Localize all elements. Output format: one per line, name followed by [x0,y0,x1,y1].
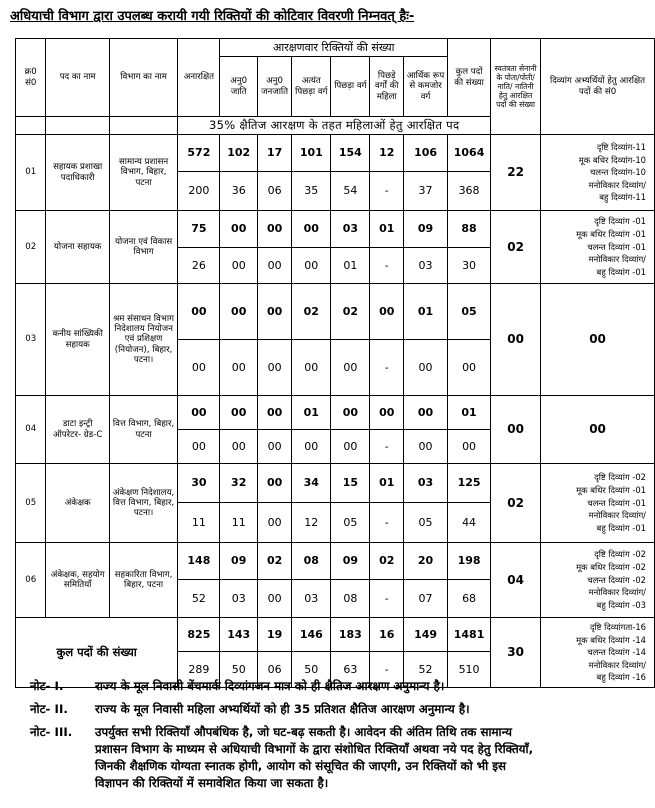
divyang-line: चलन्त दिव्यांग -01 [587,241,646,252]
cell-count-women: 54 [331,172,370,211]
cell-count-women: 03 [404,248,448,284]
header-ews: आर्थिक रूप से कमजोर वर्ग [404,57,448,117]
cell-count-top: 125 [448,464,491,503]
cell-freedom-fighter: 00 [491,396,541,464]
cell-count-women: 00 [257,580,291,618]
cell-count-women: 00 [404,340,448,396]
cell-count-top: 15 [331,464,370,503]
cell-divyang [541,396,655,464]
cell-count-top: 02 [257,543,291,580]
cell-divyang [541,464,655,543]
cell-divyang [541,618,655,688]
cell-count-top: 17 [257,135,291,172]
cell-count-top: 16 [370,618,404,652]
cell-count-women: 00 [292,430,331,464]
cell-divyang [541,543,655,618]
divyang-line: मूक बधिर दिव्यांग -02 [576,562,646,573]
divyang-line: दृष्टि दिव्यांग -02 [594,472,646,483]
cell-count-top: 01 [370,211,404,248]
divyang-line: बहु दिव्यांग -16 [596,672,646,683]
table-row [16,464,655,503]
cell-count-top: 143 [220,618,257,652]
cell-count-top: 01 [404,284,448,340]
vacancy-table [15,38,655,688]
cell-dept: श्रम संसाधन विभाग निदेशालय नियोजन एवं प्रशिक्षण (नियोजन), बिहार, पटना। [109,284,177,396]
cell-count-top: 154 [331,135,370,172]
cell-count-top: 34 [292,464,331,503]
cell-count-top: 09 [220,543,257,580]
total-label: कुल पदों की संख्या [16,618,178,688]
women-reservation-note: 35% क्षैतिज आरक्षण के तहत महिलाओं हेतु आरक्षित पद [178,117,491,135]
header-st: अनु0 जनजाति [257,57,291,117]
cell-count-women: 00 [292,248,331,284]
cell-count-women: 00 [220,430,257,464]
cell-count-women: 11 [220,503,257,543]
divyang-line: दृष्टि दिव्यांग-11 [596,141,646,152]
cell-count-top: 32 [220,464,257,503]
divyang-line: बहु दिव्यांग -01 [596,266,646,277]
table-row [16,135,655,172]
cell-count-women: 00 [178,340,220,396]
divyang-line: बहु दिव्यांग-11 [599,192,646,203]
cell-count-women: 52 [404,652,448,688]
note-line: राज्य के मूल निवासी बेंचमार्क दिव्यांगजन मात्र को ही क्षैतिज आरक्षण अनुमान्य है। [95,679,445,693]
cell-count-women: 63 [331,652,370,688]
notes-section [30,678,645,799]
note-line: उपर्युक्त सभी रिक्तियाँ औपबंधिक है, जो घट-बढ़ सकती है। आवेदन की अंतिम तिथि तक सामान्य [95,725,512,740]
cell-count-women: 368 [448,172,491,211]
cell-count-women: 00 [220,340,257,396]
cell-count-women: 200 [178,172,220,211]
header-freedom-fighter: स्वतंत्रता सेनानी के पोता/पोती/ नाति/ नातिनी हेतु आरक्षित पदों की संख्या [491,39,541,135]
cell-post: योजना सहायक [46,211,109,284]
header-dept-blank [109,117,177,135]
cell-count-top: 1481 [448,618,491,652]
cell-count-women: - [370,580,404,618]
cell-count-women: 00 [257,340,291,396]
header-sno-blank [16,117,46,135]
cell-count-women: 30 [448,248,491,284]
divyang-line: चलन्त दिव्यांग-10 [590,167,646,178]
note-text [95,678,645,695]
header-post-blank [46,117,109,135]
cell-count-top: 00 [257,396,291,430]
cell-count-top: 148 [178,543,220,580]
cell-count-top: 572 [178,135,220,172]
note-item [30,701,645,718]
page-heading: अधियाची विभाग द्वारा उपलब्ध करायी गयी रिक्तियों की कोटिवार विवरणी निम्नवत् हैः- [10,9,415,24]
cell-count-women: 05 [331,503,370,543]
cell-count-women: 00 [257,430,291,464]
cell-count-top: 149 [404,618,448,652]
cell-count-women: 44 [448,503,491,543]
table-row [16,396,655,430]
divyang-line: चलन्त दिव्यांग -02 [587,574,646,585]
divyang-line: मनोविकार दिव्यांग/ [588,510,646,521]
divyang-line: दृष्टि दिव्यांग -02 [594,549,646,560]
cell-sno: 01 [16,135,46,211]
cell-count-women: - [370,248,404,284]
cell-sno: 03 [16,284,46,396]
cell-divyang [541,284,655,396]
note-text [95,724,645,792]
cell-count-women: 50 [220,652,257,688]
cell-freedom-fighter: 30 [491,618,541,688]
divyang-line: चलन्त दिव्यांग -14 [587,647,646,658]
cell-count-top: 00 [178,396,220,430]
cell-count-top: 01 [292,396,331,430]
cell-count-women: 00 [331,340,370,396]
note-label: नोट- III. [30,725,73,740]
cell-dept: सहकारिता विभाग, बिहार, पटना [109,543,177,618]
note-line: जिनकी शैक्षणिक योग्यता स्नातक होगी, आयोग को संसूचित की जाएगी, उन रिक्तियों को भी इस [95,759,507,774]
cell-count-women: - [370,340,404,396]
cell-dept: सामान्य प्रशासन विभाग, बिहार, पटना [109,135,177,211]
cell-count-top: 00 [220,396,257,430]
cell-count-top: 00 [370,396,404,430]
cell-count-top: 09 [331,543,370,580]
cell-count-women: 05 [404,503,448,543]
header-total: कुल पदों की संख्या [448,39,491,117]
cell-count-top: 02 [292,284,331,340]
cell-dept: योजना एवं विकास विभाग [109,211,177,284]
table-row [16,618,655,652]
divyang-line: मूक बधिर दिव्यांग-10 [578,154,646,165]
header-post: पद का नाम [46,39,109,117]
header-unreserved: अनारक्षित [178,39,220,117]
cell-count-top: 00 [404,396,448,430]
cell-dept: वित्त विभाग, बिहार, पटना [109,396,177,464]
cell-freedom-fighter: 00 [491,284,541,396]
cell-count-women: 68 [448,580,491,618]
cell-count-top: 20 [404,543,448,580]
cell-count-women: 00 [220,248,257,284]
header-divyang: दिव्यांग अभ्यर्थियों हेतु आरक्षित पदों की सं0 [541,39,655,135]
cell-count-women: 07 [404,580,448,618]
cell-count-women: 35 [292,172,331,211]
cell-count-top: 106 [404,135,448,172]
cell-count-top: 01 [370,464,404,503]
divyang-line: मनोविकार दिव्यांग/ [588,179,646,190]
table-row [16,543,655,580]
cell-count-women: 289 [178,652,220,688]
divyang-line: दृष्टि दिव्यांग -01 [594,216,646,227]
cell-count-top: 101 [292,135,331,172]
cell-count-top: 88 [448,211,491,248]
header-bc-women: पिछड़े वर्गों की महिला [370,57,404,117]
cell-count-women: 00 [178,430,220,464]
cell-freedom-fighter: 04 [491,543,541,618]
cell-freedom-fighter: 02 [491,211,541,284]
cell-count-top: 00 [331,396,370,430]
table-row [16,284,655,340]
note-label: नोट- II. [30,702,68,717]
note-text [95,701,645,718]
cell-count-top: 00 [220,284,257,340]
cell-post: कनीय सांख्यिकी सहायक [46,284,109,396]
cell-count-top: 01 [448,396,491,430]
cell-sno: 02 [16,211,46,284]
cell-count-women: - [370,652,404,688]
cell-sno: 06 [16,543,46,618]
cell-count-top: 146 [292,618,331,652]
note-label: नोट- I. [30,679,64,693]
cell-count-top: 00 [257,284,291,340]
header-dept: विभाग का नाम [109,39,177,117]
divyang-line: चलन्त दिव्यांग -01 [587,497,646,508]
cell-count-top: 00 [178,284,220,340]
cell-count-women: 00 [404,430,448,464]
cell-count-top: 1064 [448,135,491,172]
cell-count-top: 03 [404,464,448,503]
table-row [16,211,655,248]
cell-count-top: 102 [220,135,257,172]
cell-freedom-fighter: 02 [491,464,541,543]
divyang-line: दृष्टि दिव्यांगता-16 [589,621,646,632]
cell-count-women: 510 [448,652,491,688]
cell-count-top: 05 [448,284,491,340]
note-line: विज्ञापन की रिक्तियों में समावेशित किया जा सकता है। [95,776,329,791]
note-item [30,678,645,695]
cell-count-women: 50 [292,652,331,688]
divyang-line: बहु दिव्यांग -01 [596,522,646,533]
cell-count-women: 06 [257,652,291,688]
cell-count-women: - [370,503,404,543]
cell-count-top: 02 [331,284,370,340]
header-reserved-group: आरक्षणवार रिक्तियों की संख्या [220,39,448,57]
header-sno: क्र0 सं0 [16,39,46,117]
cell-count-top: 02 [370,543,404,580]
divyang-line: मूक बधिर दिव्यांग -14 [576,634,646,645]
cell-count-women: 03 [220,580,257,618]
divyang-line: मूक बधिर दिव्यांग -01 [576,229,646,240]
cell-post: डाटा इन्ट्री ऑपरेटर- ग्रेड-C [46,396,109,464]
cell-count-top: 30 [178,464,220,503]
cell-count-top: 183 [331,618,370,652]
cell-freedom-fighter: 22 [491,135,541,211]
cell-divyang [541,135,655,211]
cell-count-top: 00 [220,211,257,248]
cell-count-top: 09 [404,211,448,248]
cell-count-top: 00 [257,211,291,248]
cell-count-top: 00 [370,284,404,340]
divyang-line: 00 [589,422,606,437]
cell-post: अंकेक्षक [46,464,109,543]
cell-count-women: - [370,172,404,211]
header-ebc: अत्यंत पिछड़ा वर्ग [292,57,331,117]
divyang-line: बहु दिव्यांग -03 [596,599,646,610]
header-sc: अनु0 जाति [220,57,257,117]
cell-count-women: 08 [331,580,370,618]
divyang-line: मनोविकार दिव्यांग/ [588,254,646,265]
note-line: राज्य के मूल निवासी महिला अभ्यर्थियों को ही 35 प्रतिशत क्षैतिज आरक्षण अनुमान्य है। [95,702,470,717]
header-bc: पिछड़ा वर्ग [331,57,370,117]
cell-sno: 05 [16,464,46,543]
cell-dept: अंकेक्षण निदेशालय, वित्त विभाग, बिहार, पटना। [109,464,177,543]
cell-count-top: 198 [448,543,491,580]
cell-count-women: 00 [331,430,370,464]
cell-count-top: 08 [292,543,331,580]
cell-count-women: 26 [178,248,220,284]
cell-post: सहायक प्रशाखा पदाधिकारी [46,135,109,211]
divyang-line: मूक बधिर दिव्यांग -01 [576,485,646,496]
cell-count-women: 36 [220,172,257,211]
cell-count-women: - [370,430,404,464]
cell-count-top: 12 [370,135,404,172]
cell-count-women: 00 [292,340,331,396]
cell-count-top: 75 [178,211,220,248]
cell-count-women: 01 [331,248,370,284]
cell-count-women: 00 [257,248,291,284]
cell-sno: 04 [16,396,46,464]
cell-count-top: 00 [257,464,291,503]
cell-count-women: 06 [257,172,291,211]
cell-post: अंकेक्षक, सहयोग समितियाँ [46,543,109,618]
cell-divyang [541,211,655,284]
cell-count-women: 03 [292,580,331,618]
cell-count-women: 00 [448,430,491,464]
cell-count-top: 03 [331,211,370,248]
cell-count-women: 12 [292,503,331,543]
divyang-line: 00 [589,332,606,347]
note-item [30,724,645,792]
cell-count-top: 00 [292,211,331,248]
note-line: प्रशासन विभाग के माध्यम से अधियाची विभागों के द्वारा संशोधित रिक्तियाँ अथवा नये पद हेतु रिक्तियाँ, [95,742,534,757]
cell-count-top: 19 [257,618,291,652]
cell-count-women: 37 [404,172,448,211]
divyang-line: मनोविकार दिव्यांग/ [588,587,646,598]
cell-count-top: 825 [178,618,220,652]
cell-count-women: 52 [178,580,220,618]
divyang-line: मनोविकार दिव्यांग/ [588,659,646,670]
cell-count-women: 11 [178,503,220,543]
cell-count-women: 00 [257,503,291,543]
cell-count-women: 00 [448,340,491,396]
